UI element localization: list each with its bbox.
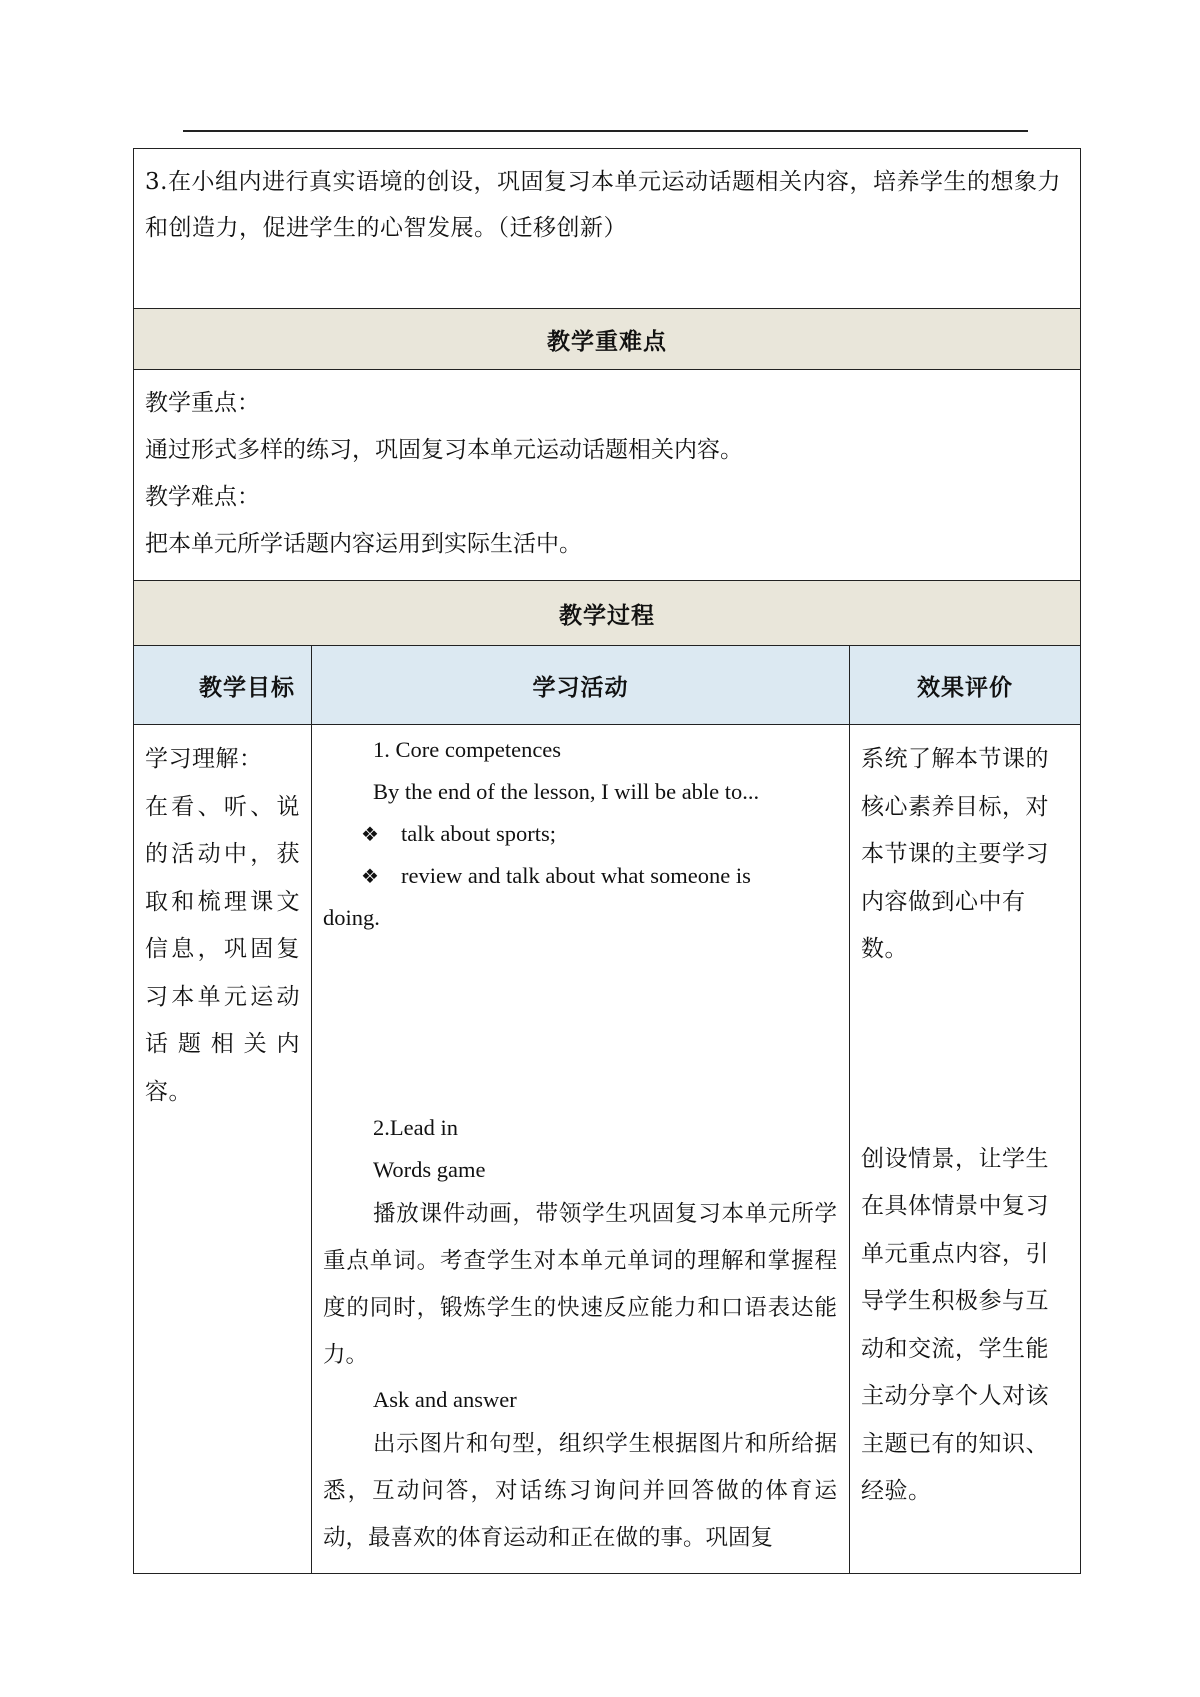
activity-2-para-2: 出示图片和句型，组织学生根据图片和所给据悉，互动问答，对话练习询问并回答做的体育运动，最喜欢的体育运动和正在做的事。巩固复	[323, 1431, 837, 1551]
key-difficult-row	[134, 370, 1081, 581]
column-header-row	[134, 646, 1081, 725]
key-difficult-heading-row	[134, 309, 1081, 370]
focus-label: 教学重点：	[145, 390, 260, 416]
difficulty-text: 把本单元所学话题内容运用到实际生活中。	[145, 531, 582, 557]
eval-1-line: 系统了解本节课的	[861, 746, 1049, 772]
process-heading: 教学过程	[134, 581, 1081, 646]
difficulty-label: 教学难点：	[145, 484, 260, 510]
goal-cell	[134, 725, 312, 1574]
eval-2-line: 经验。	[861, 1478, 932, 1504]
focus-text: 通过形式多样的练习，巩固复习本单元运动话题相关内容。	[145, 437, 743, 463]
eval-1-line: 内容做到心中有	[861, 888, 1026, 915]
activity-cell	[312, 725, 850, 1574]
activity-1-bullet-2-cont: doing.	[323, 905, 380, 930]
goal-line: 在看、听、说	[145, 793, 300, 820]
key-difficult-heading: 教学重难点	[134, 309, 1081, 370]
column-header-activity: 学习活动	[312, 646, 850, 725]
diamond-bullet-icon: ❖	[361, 822, 379, 846]
objective-3-text: 3.在小组内进行真实语境的创设，巩固复习本单元运动话题相关内容，培养学生的想象力和创造力，促进学生的心智发展。（迁移创新）	[134, 149, 1081, 309]
evaluation-content	[850, 725, 1080, 1516]
goal-line: 取和梳理课文	[145, 888, 300, 915]
goal-line: 习本单元运动	[145, 983, 300, 1010]
key-difficult-cell	[134, 370, 1081, 581]
process-body-row	[134, 725, 1081, 1574]
column-header-evaluation: 效果评价	[850, 646, 1081, 725]
header-rule	[183, 130, 1028, 132]
goal-line: 话题相关内	[145, 1031, 300, 1057]
eval-2-line: 导学生积极参与互	[861, 1288, 1049, 1314]
eval-1-line: 核心素养目标，对	[861, 793, 1049, 820]
process-heading-row	[134, 581, 1081, 646]
activity-2-sub-1: Words game	[373, 1157, 486, 1182]
eval-2-line: 在具体情景中复习	[861, 1193, 1049, 1219]
diamond-bullet-icon: ❖	[361, 864, 379, 888]
evaluation-cell	[850, 725, 1081, 1574]
eval-2-line: 动和交流，学生能	[861, 1335, 1049, 1362]
eval-2-line: 主动分享个人对该	[861, 1383, 1049, 1409]
lesson-plan-table	[133, 148, 1081, 1574]
activity-1-bullet-2: ❖ review and talk about what someone is	[323, 855, 837, 897]
activity-2-sub-2: Ask and answer	[373, 1387, 517, 1412]
goal-line: 容。	[145, 1078, 192, 1105]
goal-line: 的活动中，获	[145, 841, 300, 867]
eval-2-line: 单元重点内容，引	[861, 1240, 1049, 1267]
activity-2-title: 2.Lead in	[373, 1115, 458, 1140]
goal-line: 信息，巩固复	[145, 936, 300, 962]
goal-text	[134, 725, 311, 1116]
activity-2-para-1: 播放课件动画，带领学生巩固复习本单元所学重点单词。考查学生对本单元单词的理解和掌握程度的同时，锻炼学生的快速反应能力和口语表达能力。	[323, 1201, 837, 1368]
activity-1-bullet-1: ❖ talk about sports;	[323, 813, 837, 855]
goal-line: 学习理解：	[145, 746, 263, 772]
activity-1-title: 1. Core competences	[373, 737, 562, 762]
eval-2-line: 创设情景，让学生	[861, 1145, 1049, 1172]
activity-content	[312, 725, 849, 1562]
objective-row	[134, 149, 1081, 309]
activity-1-intro: By the end of the lesson, I will be able to...	[373, 779, 760, 804]
column-header-goal: 教学目标	[134, 646, 312, 725]
eval-1-line: 数。	[861, 936, 908, 962]
eval-2-line: 主题已有的知识、	[861, 1430, 1049, 1457]
eval-1-line: 本节课的主要学习	[861, 841, 1049, 867]
